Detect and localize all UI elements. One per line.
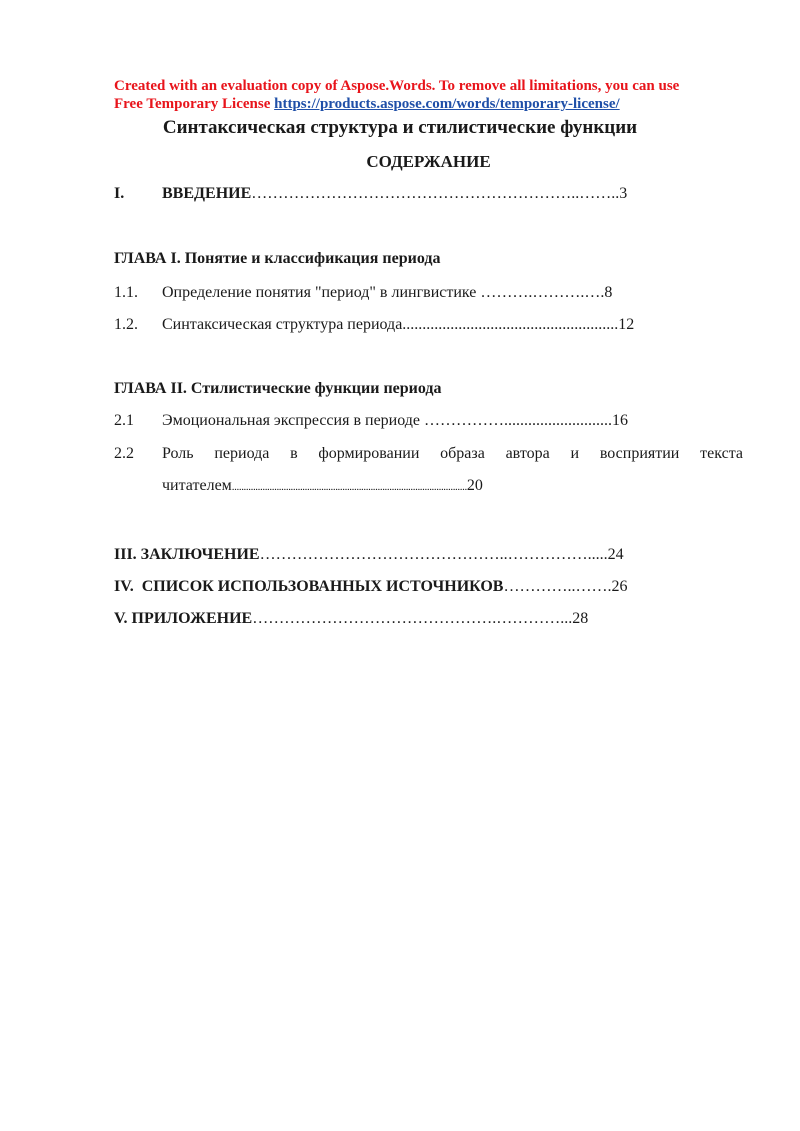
toc-entry-page: 3 bbox=[619, 185, 628, 202]
toc-entry-number: 2.2 bbox=[114, 445, 134, 462]
toc-entry-leader: ……………………………………….…………... bbox=[252, 610, 573, 627]
toc-entry-page: 28 bbox=[572, 610, 589, 627]
toc-entry-number: 1.1. bbox=[114, 284, 138, 301]
evaluation-notice-line1: Created with an evaluation copy of Aspose.Words. To remove all limitations, you can use bbox=[114, 78, 680, 94]
toc-entry-leader: …………..……. bbox=[503, 578, 612, 595]
toc-heading: СОДЕРЖАНИЕ bbox=[366, 152, 491, 171]
toc-entry-number: 2.1 bbox=[114, 412, 134, 429]
chapter1-heading[interactable]: ГЛАВА I. Понятие и классификация периода bbox=[114, 250, 441, 267]
toc-entry-leader: ...................................................... bbox=[402, 316, 619, 333]
toc-entry-appendix[interactable] bbox=[114, 608, 744, 630]
evaluation-notice-prefix: Free Temporary License bbox=[114, 96, 275, 112]
temporary-license-link[interactable]: https://products.aspose.com/words/temporary-license/ bbox=[274, 96, 620, 112]
toc-entry-2-1[interactable] bbox=[114, 410, 744, 432]
toc-entry-leader: .................................................................................................... bbox=[231, 481, 467, 493]
document-title: Синтаксическая структура и стилистические функции bbox=[162, 117, 638, 138]
toc-entry-leader: ……………........................... bbox=[424, 412, 613, 429]
toc-entry-1-1[interactable] bbox=[114, 282, 744, 304]
toc-entry-page: 24 bbox=[607, 546, 624, 563]
toc-entry-2-2[interactable] bbox=[114, 443, 744, 503]
toc-entry-leader: ……….……….…. bbox=[480, 284, 605, 301]
toc-entry-leader: ……………………………………………………..…….. bbox=[251, 185, 620, 202]
toc-entry-label: ВВЕДЕНИЕ bbox=[162, 185, 252, 202]
toc-entry-label: III. ЗАКЛЮЧЕНИЕ bbox=[114, 546, 260, 563]
toc-entry-number: I. bbox=[114, 185, 125, 202]
toc-entry-conclusion[interactable] bbox=[114, 544, 744, 566]
evaluation-notice bbox=[114, 77, 754, 113]
toc-entry-label: Синтаксическая структура периода bbox=[162, 316, 403, 333]
toc-entry-label: V. ПРИЛОЖЕНИЕ bbox=[114, 610, 253, 627]
toc-entry-leader: ………………………………………..……………..... bbox=[259, 546, 608, 563]
evaluation-notice-line2 bbox=[114, 95, 754, 113]
toc-entry-label: IV. СПИСОК ИСПОЛЬЗОВАННЫХ ИСТОЧНИКОВ bbox=[114, 578, 504, 595]
toc-entry-page: 20 bbox=[466, 477, 483, 494]
toc-entry-page: 8 bbox=[604, 284, 613, 301]
toc-entry-continuation-text: читателем bbox=[162, 477, 232, 494]
toc-entry-number: 1.2. bbox=[114, 316, 138, 333]
toc-entry-continuation bbox=[162, 475, 483, 498]
toc-entry-sources[interactable] bbox=[114, 576, 744, 598]
toc-entry-intro[interactable] bbox=[114, 183, 744, 205]
toc-entry-label: Роль периода в формировании образа автора и восприятии текста bbox=[162, 445, 743, 462]
chapter2-heading[interactable]: ГЛАВА II. Стилистические функции периода bbox=[114, 380, 442, 397]
toc-entry-page: 12 bbox=[618, 316, 635, 333]
toc-entry-page: 16 bbox=[612, 412, 629, 429]
toc-entry-1-2[interactable] bbox=[114, 314, 744, 336]
toc-entry-label: Эмоциональная экспрессия в периоде bbox=[162, 412, 425, 429]
toc-entry-label: Определение понятия "период" в лингвистике bbox=[162, 284, 481, 301]
toc-entry-page: 26 bbox=[611, 578, 628, 595]
